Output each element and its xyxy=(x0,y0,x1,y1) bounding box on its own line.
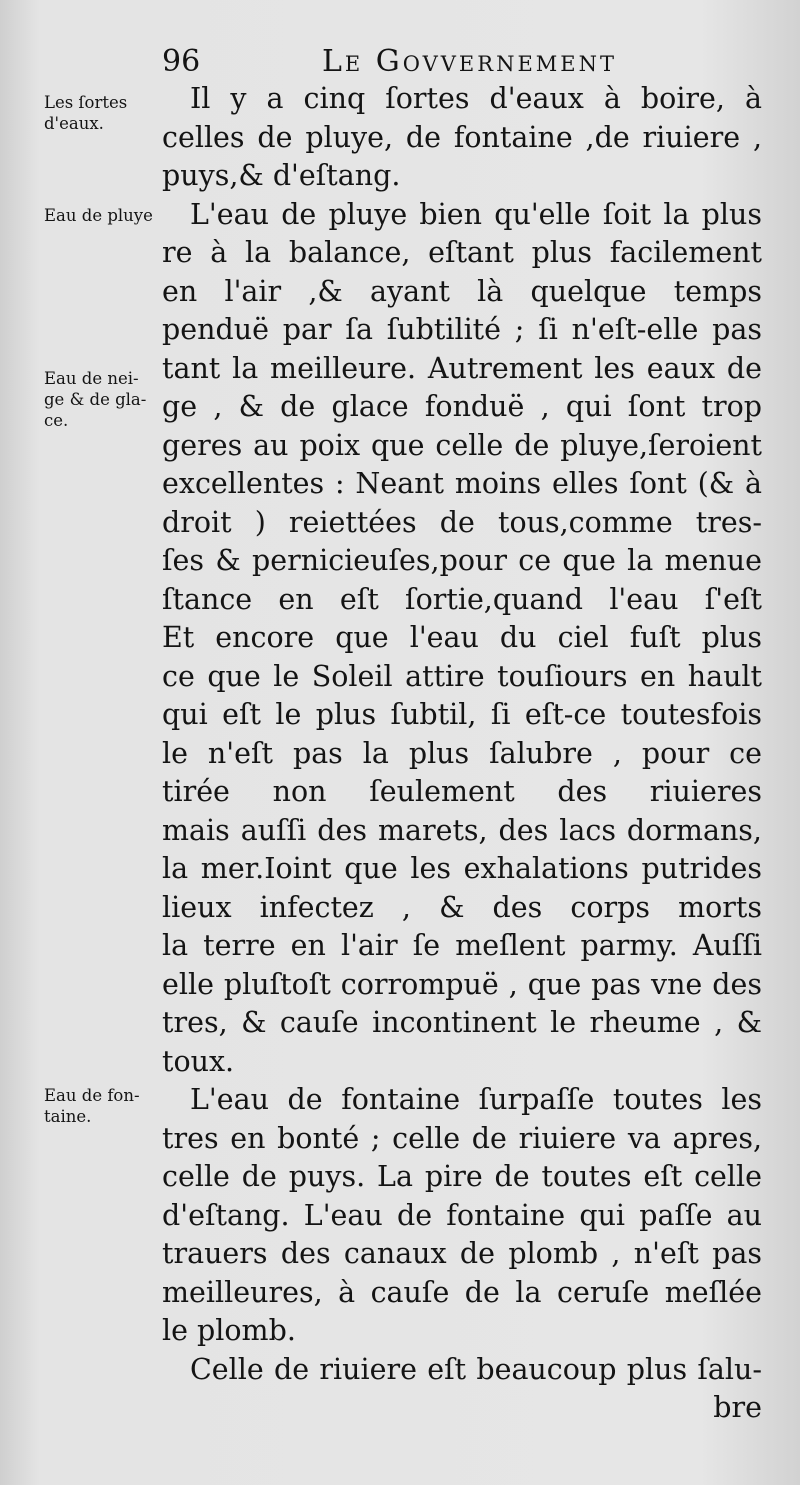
text-line: Et encore que l'eau du ciel fuſt plus xyxy=(162,621,762,654)
text-line: toux. xyxy=(162,1044,235,1078)
page-number: 96 xyxy=(162,44,201,79)
margin-note-sortes xyxy=(44,92,162,134)
margin-note-fontaine xyxy=(44,1085,162,1127)
catchword: bre xyxy=(713,1391,762,1424)
text-line: celle de puys. La pire de toutes eſt celle xyxy=(162,1160,762,1193)
page-header xyxy=(0,40,800,84)
text-line: penduë par ſa ſubtilité ; ſi n'eſt-elle pas xyxy=(162,313,762,346)
text-line: L'eau de fontaine ſurpaſſe toutes les xyxy=(190,1083,762,1116)
text-line: tant la meilleure. Autrement les eaux de xyxy=(162,351,762,385)
text-line: excellentes : Neant moins elles ſont (& à xyxy=(162,467,762,500)
text-line: en l'air ,& ayant là quelque temps xyxy=(162,274,762,308)
text-line: L'eau de pluye bien qu'elle ſoit la plus xyxy=(190,197,762,231)
text-line: puys,& d'eſtang. xyxy=(162,159,401,192)
text-line: celles de pluye, de fontaine ,de riuiere , xyxy=(162,120,762,154)
running-title: Le Govvernement xyxy=(322,44,617,79)
text-line: la mer.Ioint que les exhalations putrides xyxy=(162,852,762,885)
text-line: meilleures, à cauſe de la ceruſe meſlée xyxy=(162,1275,762,1309)
text-line: tirée non ſeulement des riuieres xyxy=(162,775,762,808)
text-line: la terre en l'air ſe meſlent parmy. Auſſi xyxy=(162,929,762,962)
text-line: le n'eſt pas la plus ſalubre , pour ce xyxy=(162,736,762,770)
text-line: Celle de riuiere eſt beaucoup plus ſalu- xyxy=(190,1352,762,1386)
body-text xyxy=(162,80,762,1428)
text-line: d'eſtang. L'eau de fontaine qui paſſe au xyxy=(162,1198,762,1232)
margin-note-line: ge & de gla- xyxy=(44,390,147,409)
margin-note-line: Les ſortes xyxy=(44,93,128,112)
margin-note-neige xyxy=(44,368,162,431)
text-line: tres, & cauſe incontinent le rheume , & xyxy=(162,1006,762,1039)
text-line: geres au poix que celle de pluye,ſeroient xyxy=(162,428,762,462)
text-line: le plomb. xyxy=(162,1314,296,1347)
margin-note-line: Eau de pluye xyxy=(44,206,153,225)
text-line: ce que le Soleil attire touſiours en hault xyxy=(162,659,762,693)
text-line: elle pluſtoſt corrompuë , que pas vne des xyxy=(162,967,762,1001)
text-line: qui eſt le plus ſubtil, ſi eſt-ce toutesfois xyxy=(162,698,762,731)
text-line: re à la balance, eſtant plus facilement xyxy=(162,236,762,269)
margin-note-line: d'eaux. xyxy=(44,114,104,133)
text-line: ſes & pernicieuſes,pour ce que la menue xyxy=(162,544,762,577)
text-line: Il y a cinq ſortes d'eaux à boire, à xyxy=(190,82,762,115)
text-line: lieux infectez , & des corps morts xyxy=(162,890,762,924)
margin-note-line: Eau de nei- xyxy=(44,369,139,388)
margin-note-pluye xyxy=(44,205,162,226)
margin-note-line: Eau de fon- xyxy=(44,1086,140,1105)
margin-note-line: ce. xyxy=(44,411,69,430)
margin-note-line: taine. xyxy=(44,1107,92,1126)
text-line: ge , & de glace fonduë , qui ſont trop xyxy=(162,390,762,423)
text-line: tres en bonté ; celle de riuiere va apres, xyxy=(162,1121,762,1155)
text-line: ſtance en eſt ſortie,quand l'eau ſ'eſt xyxy=(162,582,762,616)
text-line: trauers des canaux de plomb , n'eſt pas xyxy=(162,1237,762,1270)
text-line: mais auſſi des marets, des lacs dormans, xyxy=(162,813,762,847)
text-line: droit ) reiettées de tous,comme tres- xyxy=(162,505,762,539)
